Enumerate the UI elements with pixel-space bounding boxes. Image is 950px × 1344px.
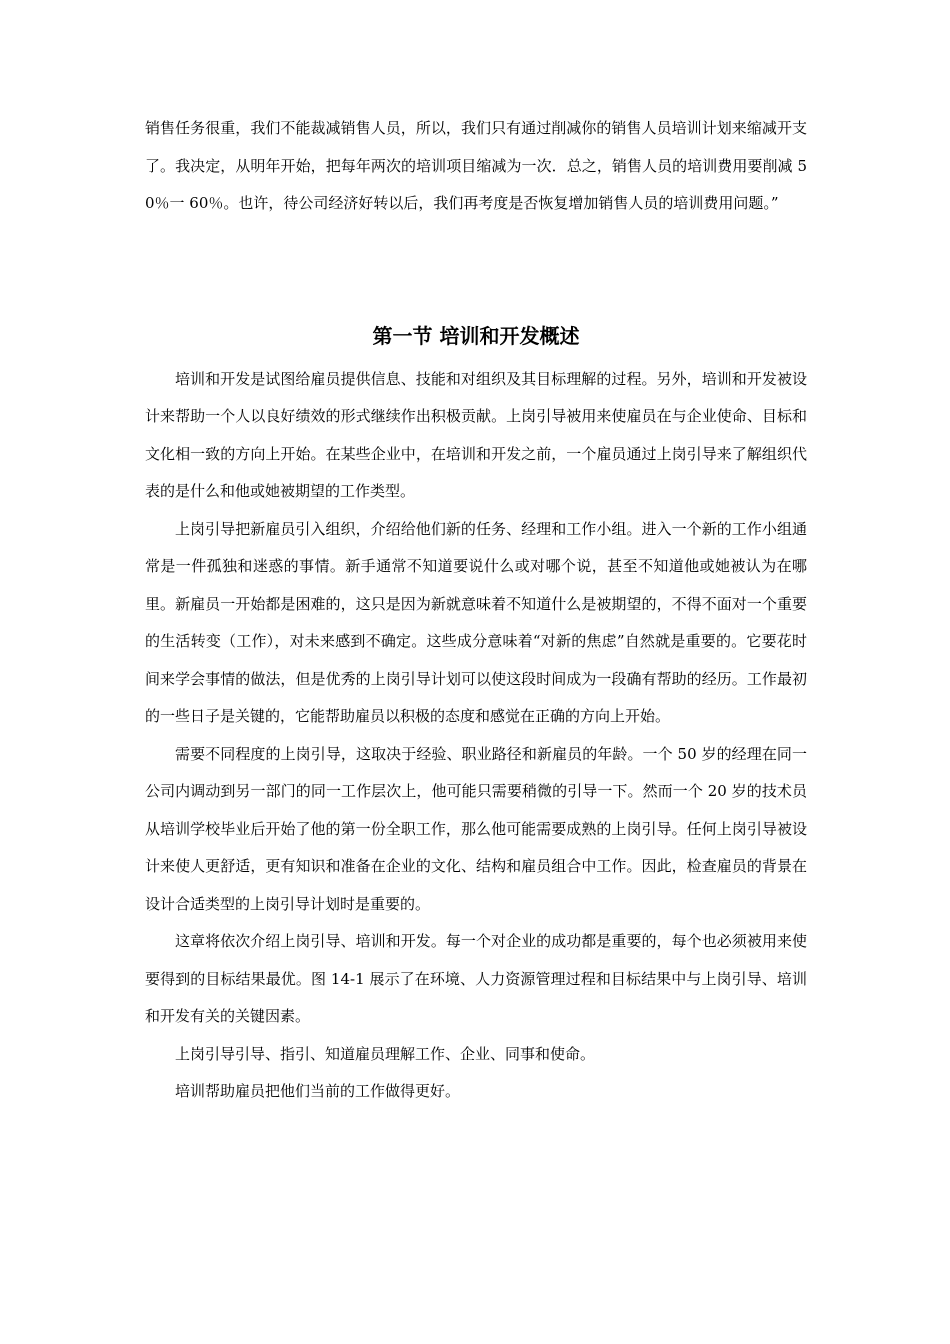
intro-paragraph: 销售任务很重，我们不能裁减销售人员，所以，我们只有通过削减你的销售人员培训计划来缩减开支了。我决定，从明年开始，把每年两次的培训项目缩减为一次．总之，销售人员的培训费用要削减 50％一 60％。也许，待公司经济好转以后，我们再考度是否恢复增加销售人员的培训费用问题。” bbox=[145, 119, 807, 212]
section-body bbox=[145, 361, 807, 1111]
body-paragraph-6: 培训帮助雇员把他们当前的工作做得更好。 bbox=[175, 1082, 461, 1100]
body-paragraph-5: 上岗引导引导、指引、知道雇员理解工作、企业、同事和使命。 bbox=[175, 1044, 596, 1063]
body-paragraph-1: 培训和开发是试图给雇员提供信息、技能和对组织及其目标理解的过程。另外，培训和开发被设计来帮助一个人以良好绩效的形式继续作出积极贡献。上岗引导被用来使雇员在与企业使命、目标和文化相一致的方向上开始。在某些企业中，在培训和开发之前，一个雇员通过上岗引导来了解组织代表的是什么和他或她被期望的工作类型。 bbox=[145, 369, 807, 500]
body-paragraph-4: 这章将依次介绍上岗引导、培训和开发。每一个对企业的成功都是重要的，每个也必须被用来使要得到的目标结果最优。图 14-1 展示了在环境、人力资源管理过程和目标结果中与上岗引导、培训和开发有关的关键因素。 bbox=[145, 932, 807, 1025]
section-title: 第一节 培训和开发概述 bbox=[372, 323, 580, 348]
document-page bbox=[145, 110, 807, 1111]
body-paragraph-2: 上岗引导把新雇员引入组织，介绍给他们新的任务、经理和工作小组。进入一个新的工作小组通常是一件孤独和迷惑的事情。新手通常不知道要说什么或对哪个说，甚至不知道他或她被认为在哪里。新雇员一开始都是困难的，这只是因为新就意味着不知道什么是被期望的，不得不面对一个重要的生活转变（工作），对未来感到不确定。这些成分意味着“对新的焦虑”自然就是重要的。它要花时间来学会事情的做法，但是优秀的上岗引导计划可以使这段时间成为一段确有帮助的经历。工作最初的一些日子是关键的，它能帮助雇员以积极的态度和感觉在正确的方向上开始。 bbox=[145, 519, 807, 725]
body-paragraph-3: 需要不同程度的上岗引导，这取决于经验、职业路径和新雇员的年龄。一个 50 岁的经理在同一公司内调动到另一部门的同一工作层次上，他可能只需要稍微的引导一下。然而一个 20 岁的技术员从培训学校毕业后开始了他的第一份全职工作，那么他可能需要成熟的上岗引导。任何上岗引导被设计来使人更舒适，更有知识和准备在企业的文化、结构和雇员组合中工作。因此，检查雇员的背景在设计合适类型的上岗引导计划时是重要的。 bbox=[145, 744, 807, 913]
